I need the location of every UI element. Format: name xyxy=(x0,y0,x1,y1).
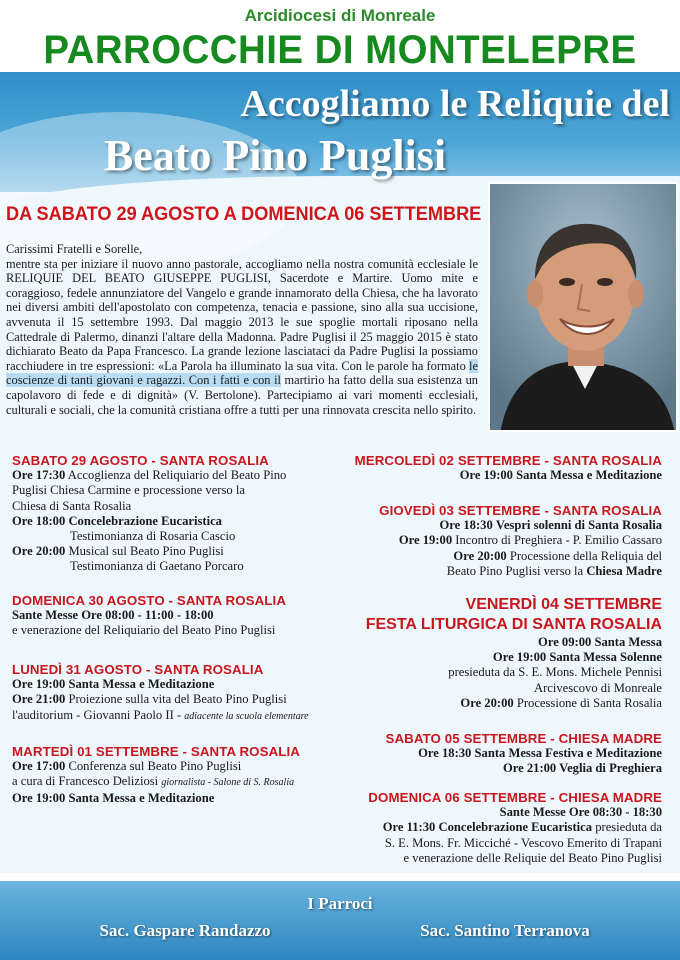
parishes-title: PARROCCHIE DI MONTELEPRE xyxy=(43,28,637,72)
schedule-line: Sante Messe Ore 08:00 - 11:00 - 18:00 xyxy=(12,608,214,623)
portrait-photo xyxy=(488,182,678,432)
schedule-line: Ore 20:00 Processione di Santa Rosalia xyxy=(460,695,662,710)
schedule-line: Ore 20:00 Musical sul Beato Pino Puglisi xyxy=(12,544,224,559)
schedule-line: Testimonianza di Rosaria Cascio xyxy=(70,529,236,544)
schedule-line: Ore 19:00 Santa Messa e Meditazione xyxy=(12,790,215,805)
schedule-line: Arcivescovo di Monreale xyxy=(534,680,662,695)
schedule-line: presieduta da S. E. Mons. Michele Pennisi xyxy=(448,665,662,680)
schedule-heading: MERCOLEDÌ 02 SETTEMBRE - SANTA ROSALIA xyxy=(354,453,662,468)
schedule-line: Puglisi Chiesa Carmine e processione verso la xyxy=(12,483,245,498)
schedule-line: Ore 19:00 Incontro di Preghiera - P. Emilio Cassaro xyxy=(398,533,662,548)
intro-greeting: Carissimi Fratelli e Sorelle, xyxy=(6,242,143,256)
schedule-line: Ore 17:30 Accoglienza del Reliquiario del Beato Pino xyxy=(12,468,287,483)
schedule-line: Ore 19:00 Santa Messa e Meditazione xyxy=(12,677,215,692)
title-line-1: Accogliamo le Reliquie del xyxy=(240,83,670,125)
schedule-tue-01 xyxy=(12,744,342,806)
schedule-line: Ore 17:00 Conferenza sul Beato Pino Puglisi xyxy=(12,759,242,774)
schedule-heading: DOMENICA 06 SETTEMBRE - CHIESA MADRE xyxy=(368,790,662,805)
schedule-line: Ore 18:30 Santa Messa Festiva e Meditazione xyxy=(418,746,662,761)
archdiocese-label: Arcidiocesi di Monreale xyxy=(244,6,436,25)
schedule-line: Ore 09:00 Santa Messa xyxy=(538,635,662,649)
schedule-heading-feast: FESTA LITURGICA DI SANTA ROSALIA xyxy=(365,616,662,633)
footer-priest-1: Sac. Gaspare Randazzo xyxy=(99,921,271,940)
title-line-2: Beato Pino Puglisi xyxy=(103,131,447,180)
intro-body xyxy=(6,257,478,418)
schedule-heading: VENERDÌ 04 SETTEMBRE xyxy=(465,596,662,613)
schedule-wed-02 xyxy=(340,453,662,483)
schedule-sat-05 xyxy=(340,731,662,777)
intro-highlight: le coscienze di tanti giovani e ragazzi. Con i fatti e con il xyxy=(6,358,478,388)
schedule-heading: DOMENICA 30 AGOSTO - SANTA ROSALIA xyxy=(12,593,287,608)
schedule-line: Ore 19:00 Santa Messa Solenne xyxy=(492,650,662,665)
footer-divider xyxy=(0,873,680,881)
schedule-fri-04 xyxy=(340,595,662,711)
schedule-thu-03 xyxy=(340,503,662,579)
dates-line: DA SABATO 29 AGOSTO A DOMENICA 06 SETTEMBRE xyxy=(6,203,482,225)
schedule-line: Ore 20:00 Processione della Reliquia del xyxy=(453,548,662,563)
schedule-line: Testimonianza di Gaetano Porcaro xyxy=(70,559,244,574)
schedule-line: Ore 19:00 Santa Messa e Meditazione xyxy=(459,468,662,483)
schedule-heading: SABATO 29 AGOSTO - SANTA ROSALIA xyxy=(12,453,269,468)
schedule-heading: SABATO 05 SETTEMBRE - CHIESA MADRE xyxy=(385,731,662,746)
footer-band xyxy=(0,880,680,960)
footer-priest-2: Sac. Santino Terranova xyxy=(420,921,590,940)
schedule-sun-06 xyxy=(340,790,662,866)
schedule-heading: MARTEDÌ 01 SETTEMBRE - SANTA ROSALIA xyxy=(12,744,301,759)
schedule-line: a cura di Francesco Deliziosi giornalista - Salone di S. Rosalia xyxy=(12,774,295,789)
schedule-line: Sante Messe Ore 08:30 - 18:30 xyxy=(499,805,662,820)
schedule-line: S. E. Mons. Fr. Micciché - Vescovo Emerito di Trapani xyxy=(384,835,662,850)
intro-body-part1: mentre sta per iniziare il nuovo anno pastorale, accogliamo nella nostra comunità ecclesiale le RELIQUIE DEL BEATO GIUSEPPE PUGLISI, Sacerdote e Martire. Uomo mite e coraggioso, fedele annunziatore del Vangelo e grande innamorato della Chiesa, che ha lavorato nei diversi ambiti dell'apostolato con competenza, tenacia e passione, sino alla sua uccisione, avvenuta il 15 settembre 1993. Dal maggio 2013 le sue spoglie mortali riposano nella Cattedrale di Palermo, dinanzi l'altare della Madonna. Padre Puglisi il 25 maggio 2015 è stato dichiarato Beato da Papa Francesco. La grande lezione lasciataci da Padre Puglisi la possiamo racchiudere in tre espressioni: «La Parola ha illuminato la sua vita. Con le parole ha formato xyxy=(6,256,478,373)
schedule-line: e venerazione del Reliquiario del Beato Pino Puglisi xyxy=(12,623,276,638)
schedule-line: Chiesa di Santa Rosalia xyxy=(12,498,132,513)
schedule-line: Ore 18:30 Vespri solenni di Santa Rosalia xyxy=(439,518,662,533)
schedule-line: l'auditorium - Giovanni Paolo II - adiacente la scuola elementare xyxy=(12,707,309,722)
schedule-line: Ore 18:00 Concelebrazione Eucaristica xyxy=(12,513,222,528)
schedule-line: e venerazione delle Reliquie del Beato Pino Puglisi xyxy=(403,850,662,865)
schedule-mon-31 xyxy=(12,662,342,724)
schedule-heading: LUNEDÌ 31 AGOSTO - SANTA ROSALIA xyxy=(12,662,264,677)
schedule-sun-30 xyxy=(12,593,342,639)
schedule-sat-29 xyxy=(12,453,342,575)
schedule-heading: GIOVEDÌ 03 SETTEMBRE - SANTA ROSALIA xyxy=(379,503,662,518)
footer-parroci: I Parroci xyxy=(307,894,373,913)
intro-body-part2: martirio ha fatto della sua esistenza un capolavoro di fede e di dignità» (V. Bertolone). Partecipiamo ai vari momenti ecclesiali, culturali e sociali, che la comunità cristiana offre a tutti per una rinnovata crescita nello spirito. xyxy=(6,373,478,417)
schedule-line: Beato Pino Puglisi verso la Chiesa Madre xyxy=(446,563,662,578)
schedule-line: Ore 11:30 Concelebrazione Eucaristica presieduta da xyxy=(382,820,662,835)
intro-text xyxy=(6,242,478,417)
schedule-line: Ore 21:00 Veglia di Preghiera xyxy=(502,761,662,776)
schedule-line: Ore 21:00 Proiezione sulla vita del Beato Pino Puglisi xyxy=(12,692,287,707)
